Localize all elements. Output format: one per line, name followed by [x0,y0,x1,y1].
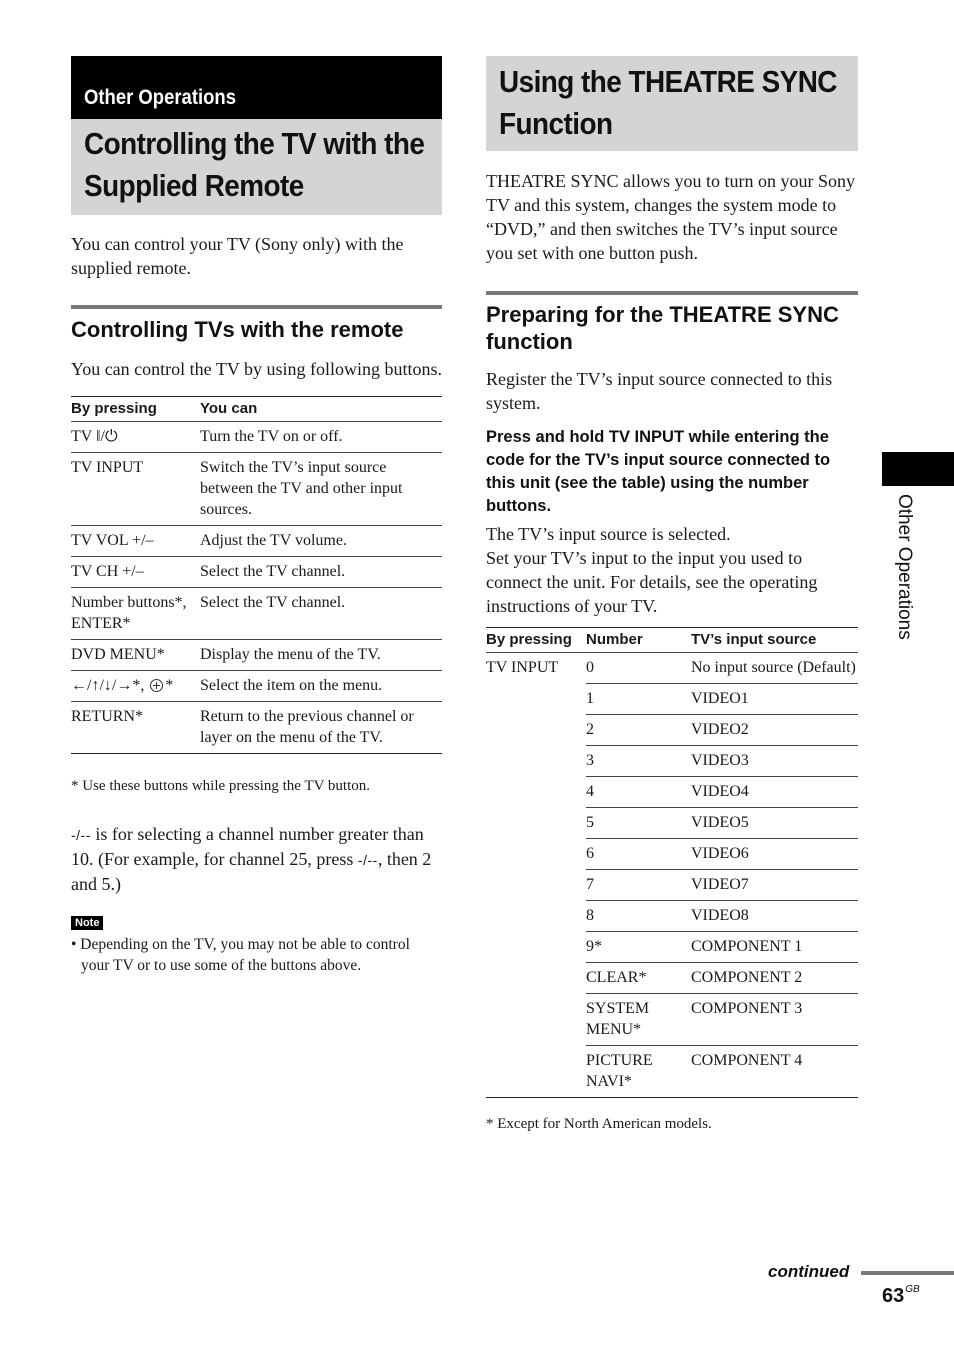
table-cell: VIDEO4 [691,777,858,808]
table-cell: COMPONENT 4 [691,1046,858,1098]
table-row [71,588,442,640]
table-row [71,453,442,526]
table-cell: VIDEO6 [691,839,858,870]
section-intro: You can control the TV by using following buttons. [71,359,443,379]
section-intro: Register the TV’s input source connected to this system. [486,369,833,413]
table-cell: TV ‖/⏻ [71,422,200,453]
table-cell: Number buttons*, ENTER* [71,588,200,640]
table-row [71,422,442,453]
table-row [486,653,858,684]
table-row [71,671,442,702]
table-cell: 5 [586,808,691,839]
table-cell: 6 [586,839,691,870]
dash-button-symbol: -/-- [71,827,91,843]
table-cell: RETURN* [71,702,200,754]
intro-text: THEATRE SYNC allows you to turn on your Sony TV and this system, changes the system mode to “DVD,” and then switches the TV’s input source you set with one button push. [486,171,855,263]
intro-text: You can control your TV (Sony only) with the supplied remote. [71,234,404,278]
right-column [486,56,858,1134]
page-title-box [71,119,442,215]
left-column [71,56,442,976]
page-title: Controlling the TV with the Supplied Remote [84,126,425,203]
table-cell: 4 [586,777,691,808]
section-rule [71,305,442,309]
result-detail: Set your TV’s input to the input you used to connect the unit. For details, see the operating instructions of your TV. [486,548,818,616]
section-heading: Preparing for the THEATRE SYNC function [486,302,839,354]
table-cell: PICTURE NAVI* [586,1046,691,1098]
table-cell: VIDEO1 [691,684,858,715]
table-cell: 7 [586,870,691,901]
section-rule [486,291,858,295]
table-cell: 3 [586,746,691,777]
table-cell: Return to the previous channel or layer on the menu of the TV. [200,702,442,754]
table-cell: VIDEO8 [691,901,858,932]
table-cell: SYSTEM MENU* [586,994,691,1046]
table-row [71,557,442,588]
table-cell: Adjust the TV volume. [200,526,442,557]
section-heading: Controlling TVs with the remote [71,317,404,342]
table-cell: CLEAR* [586,963,691,994]
table-cell: Select the TV channel. [200,557,442,588]
arrow-buttons-label: ←/↑/↓/→*, [71,677,145,694]
table-cell: 0 [586,653,691,684]
table-cell: VIDEO3 [691,746,858,777]
instruction-step: Press and hold TV INPUT while entering the code for the TV’s input source connected to this unit (see the table) using the number buttons. [486,428,831,515]
table-cell: Select the TV channel. [200,588,442,640]
table-cell: 9* [586,932,691,963]
column-header: By pressing [71,397,200,422]
table-cell: TV INPUT [486,653,586,1098]
button-table [71,396,442,754]
continued-label: continued [768,1262,850,1281]
continued-rule [861,1271,954,1275]
table-cell: TV INPUT [71,453,200,526]
table-cell: Turn the TV on or off. [200,422,442,453]
section-title-box [486,56,858,151]
table-footnote: * Except for North American models. [486,1116,712,1132]
column-header: Number [586,628,691,653]
column-header: You can [200,397,442,422]
table-cell: TV VOL +/– [71,526,200,557]
table-cell: VIDEO7 [691,870,858,901]
note-block [71,913,442,976]
note-badge: Note [71,916,103,930]
table-cell: COMPONENT 2 [691,963,858,994]
note-text: • Depending on the TV, you may not be able to control your TV or to use some of the buttons above. [71,936,410,974]
table-cell: No input source (Default) [691,653,858,684]
table-cell: 8 [586,901,691,932]
table-cell: ←/↑/↓/→*, * [71,671,200,702]
table-cell: TV CH +/– [71,557,200,588]
dash-button-symbol: -/-- [357,852,378,868]
chapter-label: Other Operations [84,86,236,109]
input-source-table [486,627,858,1098]
table-cell: 2 [586,715,691,746]
table-cell: Switch the TV’s input source between the TV and other input sources. [200,453,442,526]
table-cell: 1 [586,684,691,715]
enter-circle-icon [150,679,163,692]
table-footnote: * Use these buttons while pressing the TV button. [71,778,371,794]
table-row [71,702,442,754]
column-header: By pressing [486,628,586,653]
table-cell: VIDEO5 [691,808,858,839]
channel-tip: -/-- is for selecting a channel number greater than 10. (For example, for channel 25, press -/--, then 2 and 5.) [71,824,432,894]
column-header: TV’s input source [691,628,858,653]
table-cell: COMPONENT 1 [691,932,858,963]
chapter-tab-label: Other Operations [894,494,915,640]
table-cell: DVD MENU* [71,640,200,671]
section-title: Using the THEATRE SYNC Function [499,64,837,141]
page-number: $63^{GB}$ [882,1284,920,1307]
page-suffix: GB [905,1284,920,1295]
table-row [71,526,442,557]
chapter-bar [71,56,442,119]
table-cell: Select the item on the menu. [200,671,442,702]
table-row [71,640,442,671]
result-text: The TV’s input source is selected. [486,524,731,544]
table-cell: Display the menu of the TV. [200,640,442,671]
table-cell: VIDEO2 [691,715,858,746]
chapter-tab-marker [882,452,954,486]
table-cell: COMPONENT 3 [691,994,858,1046]
